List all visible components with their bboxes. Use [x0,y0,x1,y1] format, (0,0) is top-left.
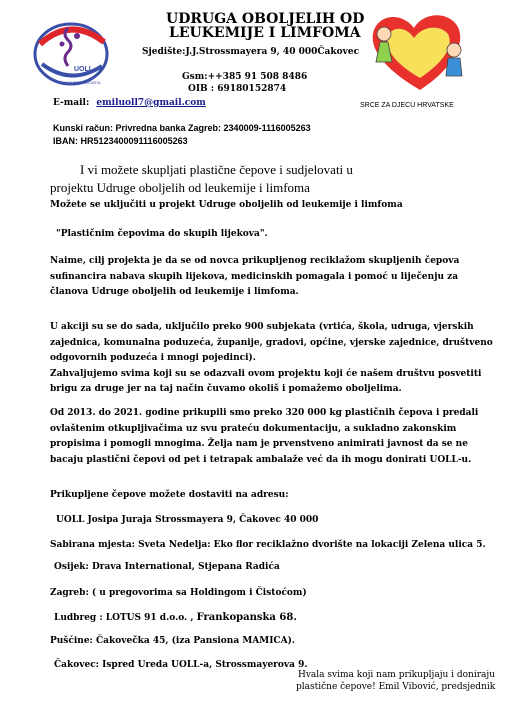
paragraph-line: ovlaštenim otkupljivačima uz svu prateću dokumentaciju, a sukladno zakonskim [50,423,457,434]
thanks-line-2: plastične čepove! Emil Vibović, predsjednik [296,682,496,692]
phone: Gsm:++385 91 508 8486 [182,72,308,82]
paragraph-participants [50,320,493,398]
srce-za-djecu-logo [360,6,478,109]
uoll-logo [30,14,112,92]
location-sveta-nedelja: Sabirana mjesta: Sveta Nedelja: Eko flor reciklažno dvorište na lokaciji Zelena ulica 5. [50,540,486,550]
bank-line-2: IBAN: HR5123400091116005263 [53,136,188,146]
uoll-logo-text: UOLL [74,66,94,73]
thanks-line-1: Hvala svima koji nam prikupljaju i doniraju [298,670,495,680]
org-name [166,12,364,40]
bank-line-1: Kunski račun: Privredna banka Zagreb: 2340009-1116005263 [53,123,311,133]
location-ludbreg [54,612,297,623]
delivery-address: UOLL Josipa Juraja Strossmayera 9, Čakovec 40 000 [56,515,319,525]
paragraph-line: bacaju plastični čepovi od pet i tetrapak ambalaže već da ih mogu donirati UOLL-u. [50,454,472,465]
location-ludbreg-street: Frankopanska 68. [196,612,297,623]
paragraph-results [50,406,480,468]
email-label: E-mail: [53,98,90,108]
location-cakovec: Čakovec: Ispred Ureda UOLL-a, Strossmayerova 9. [54,660,308,670]
title-line-1: I vi možete skupljati plastične čepove i sudjelovati u [80,162,353,177]
paragraph-line: propisima i pomogli mnogima. Želja nam je prvenstveno animirati javnost da se ne [50,439,468,449]
paragraph-goal [50,254,480,301]
paragraph-line: U akciji su se do sada, uključilo preko 900 subjekata (vrtića, škola, udruga, vjerskih [50,322,474,332]
location-osijek: Osijek: Drava International, Stjepana Radića [54,562,280,572]
email-link[interactable]: emiluoll7@gmail.com [96,98,206,108]
right-logo-caption: SRCE ZA DJECU HRVATSKE [360,102,454,109]
paragraph-line: Naime, cilj projekta je da se od novca prikupljenog reciklažom skupljenih čepova [50,256,460,266]
intro-text: Možete se uključiti u projekt Udruge oboljelih od leukemije i limfoma [50,200,403,210]
oib: OIB : 69180152874 [188,84,287,94]
paragraph-line: sufinancira nabava skupih lijekova, medicinskih pomagala i pomoć u liječenju za [50,271,459,282]
paragraph-line: odgovornih poduzeća i mnogi pojedinci). [50,353,256,363]
quote-text: "Plastičnim čepovima do skupih lijekova". [56,229,268,239]
paragraph-line: Zahvaljujemo svima koji su se odazvali ovom projektu koji će našem društvu posvetiti [50,368,482,379]
delivery-intro: Prikupljene čepove možete dostaviti na adresu: [50,490,289,500]
location-ludbreg-name: Ludbreg : LOTUS 91 d.o.o. , [54,613,197,623]
paragraph-line: zajednica, komunalna poduzeća, županije, gradovi, općine, vjerske zajednice, društveno [50,337,493,348]
paragraph-line: Od 2013. do 2021. godine prikupili smo preko 320 000 kg plastičnih čepova i predali [50,408,479,418]
uoll-logo-subtext: ČAKOVEC · CROATIA [60,80,101,85]
paragraph-line: brigu za druge jer na taj način čuvamo okoliš i pomažemo oboljelima. [50,384,402,394]
address: Sjedište:J.J.Strossmayera 9, 40 000Čakovec [142,47,360,57]
org-name-line2: LEUKEMIJE I LIMFOMA [169,25,361,41]
location-zagreb: Zagreb: ( u pregovorima sa Holdingom i Čistoćom) [50,588,307,598]
heart-children-graphic [362,6,478,98]
org-name-line1: UDRUGA OBOLJELIH OD [166,11,365,27]
email-line [53,98,206,108]
title-line-2: projektu Udruge oboljelih od leukemije i limfoma [50,180,310,195]
location-puscine: Pušćine: Čakovečka 45, (iza Pansiona MAMICA). [50,636,295,646]
paragraph-line: članova Udruge oboljelih od leukemije i limfoma. [50,287,299,297]
